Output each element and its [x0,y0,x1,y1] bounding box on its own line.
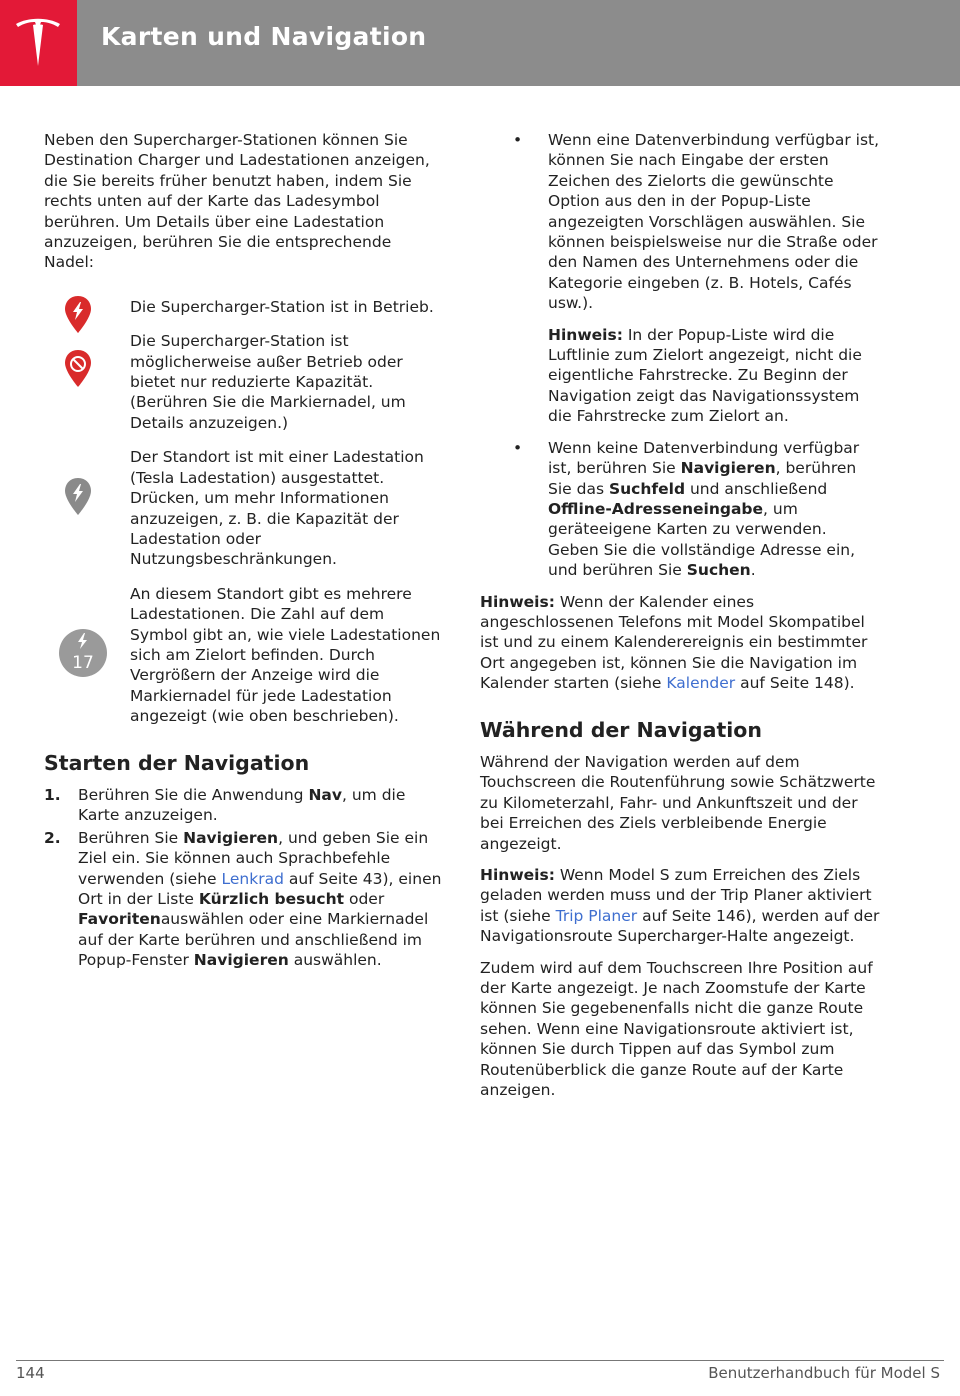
right-column [480,130,880,1111]
note: Hinweis: Wenn der Kalender eines angeschlossenen Telefons mit Model Skompatibel ist und zu einem Kalenderereignis ein bestimmter Ort angegeben ist, können Sie die Navigation im Kalender starten (siehe Kalender auf Seite 148). [480,592,868,693]
page-title: Karten und Navigation [101,22,427,51]
icon-row-supercharger [44,297,444,317]
icon-row-supercharger-limited [44,331,444,433]
page-number: 144 [16,1364,45,1382]
link-kalender[interactable]: Kalender [666,674,736,693]
left-column [44,130,444,973]
icon-row-multi-station [44,584,444,727]
link-trip-planer[interactable]: Trip Planer [555,906,638,925]
footer-divider [16,1360,944,1361]
multi-station-pin-icon [58,628,108,678]
step-item: 2. Berühren Sie Navigieren, und geben Sie ein Ziel ein. Sie können auch Sprachbefehle verwenden (siehe Lenkrad auf Seite 43), einen Ort in der Liste Kürzlich besucht oder Favoritenauswählen oder eine Markiernadel auf der Karte berühren und anschließend im Popup-Fenster Navigieren auswählen. [44,828,442,970]
intro-paragraph: Neben den Supercharger-Stationen können Sie Destination Charger und Ladestationen anzeigen, die Sie bereits früher benutzt haben, indem Sie rechts unten auf der Karte das Ladesymbol berühren. Um Details über eine Ladestation anzuzeigen, berühren Sie die entsprechende Nadel: [44,131,430,272]
paragraph: Zudem wird auf dem Touchscreen Ihre Position auf der Karte angezeigt. Je nach Zoomstufe der Karte können Sie gegebenenfalls nicht die ganze Route sehen. Wenn eine Navigationsroute aktiviert ist, können Sie durch Tippen auf das Symbol zum Routenüberblick die ganze Route auf der Karte anzeigen. [480,958,873,1100]
icon-description: Die Supercharger-Station ist in Betrieb. [130,297,434,316]
supercharger-limited-pin-icon [64,349,92,389]
section-heading-during-navigation: Während der Navigation [480,717,762,742]
section-heading-start-navigation: Starten der Navigation [44,750,310,775]
icon-row-charging-station [44,447,444,569]
steps-list [44,785,444,971]
bullet-list [480,130,880,581]
charging-station-pin-icon [64,477,92,517]
tesla-logo-icon [14,18,62,68]
bullet-item: • Wenn keine Datenverbindung verfügbar ist, berühren Sie Navigieren, berühren Sie das Suchfeld und anschließend Offline-Adresseneingabe, um geräteeigene Karten zu verwenden. Geben Sie die vollständige Adresse ein, und berühren Sie Suchen. [513,438,860,580]
bullet-item: • Wenn eine Datenverbindung verfügbar ist, können Sie nach Eingabe der ersten Zeichen des Zielorts die gewünschte Option aus den in der Popup-Liste angezeigten Vorschlägen auswählen. Sie können beispielsweise nur die Straße oder den Namen des Unternehmens oder die Kategorie eingeben (z. B. Hotels, Cafés usw.). Hinweis: In der Popup-Liste wird die Luftlinie zum Zielort angezeigt, nicht die eigentliche Fahrstrecke. Zu Beginn der Navigation zeigt das Navigationssystem die Fahrstrecke zum Zielort an. [513,131,880,426]
note: Hinweis: Wenn Model S zum Erreichen des Ziels geladen werden muss und der Trip Planer aktiviert ist (siehe Trip Planer auf Seite 146), werden auf der Navigationsroute Supercharger-Halte angezeigt. [480,866,880,946]
icon-description: Der Standort ist mit einer Ladestation (Tesla Ladestation) ausgestattet. Drücken, um mehr Informationen anzuzeigen, z. B. die Kapazität der Ladestation oder Nutzungsbeschränkungen. [130,448,424,569]
paragraph: Während der Navigation werden auf dem Touchscreen die Routenführung sowie Schätzwerte zu Kilometerzahl, Fahr- und Ankunftszeit und der bei Erreichen des Ziels verbleibende Energie angezeigt. [480,752,876,853]
multi-station-count: 17 [72,652,94,673]
step-item: 1. Berühren Sie die Anwendung Nav, um die Karte anzuzeigen. [44,785,406,825]
footer-title: Benutzerhandbuch für Model S [708,1364,940,1382]
note: Hinweis: In der Popup-Liste wird die Luftlinie zum Zielort angezeigt, nicht die eigentliche Fahrstrecke. Zu Beginn der Navigation zeigt das Navigationssystem die Fahrstrecke zum Zielort an. [548,325,862,426]
link-lenkrad[interactable]: Lenkrad [221,869,284,888]
icon-description: Die Supercharger-Station ist möglicherweise außer Betrieb oder bietet nur reduzierte Kapazität. (Berühren Sie die Markiernadel, um Details anzuzeigen.) [130,332,406,432]
brand-logo-box [0,0,77,86]
icon-description: An diesem Standort gibt es mehrere Ladestationen. Die Zahl auf dem Symbol gibt an, wie viele Ladestationen sich am Zielort befinden. Durch Vergrößern der Anzeige wird die Markiernadel für jede Ladestation angezeigt (wie oben beschrieben). [130,584,441,726]
page-header [0,0,960,86]
supercharger-pin-icon [64,295,92,335]
